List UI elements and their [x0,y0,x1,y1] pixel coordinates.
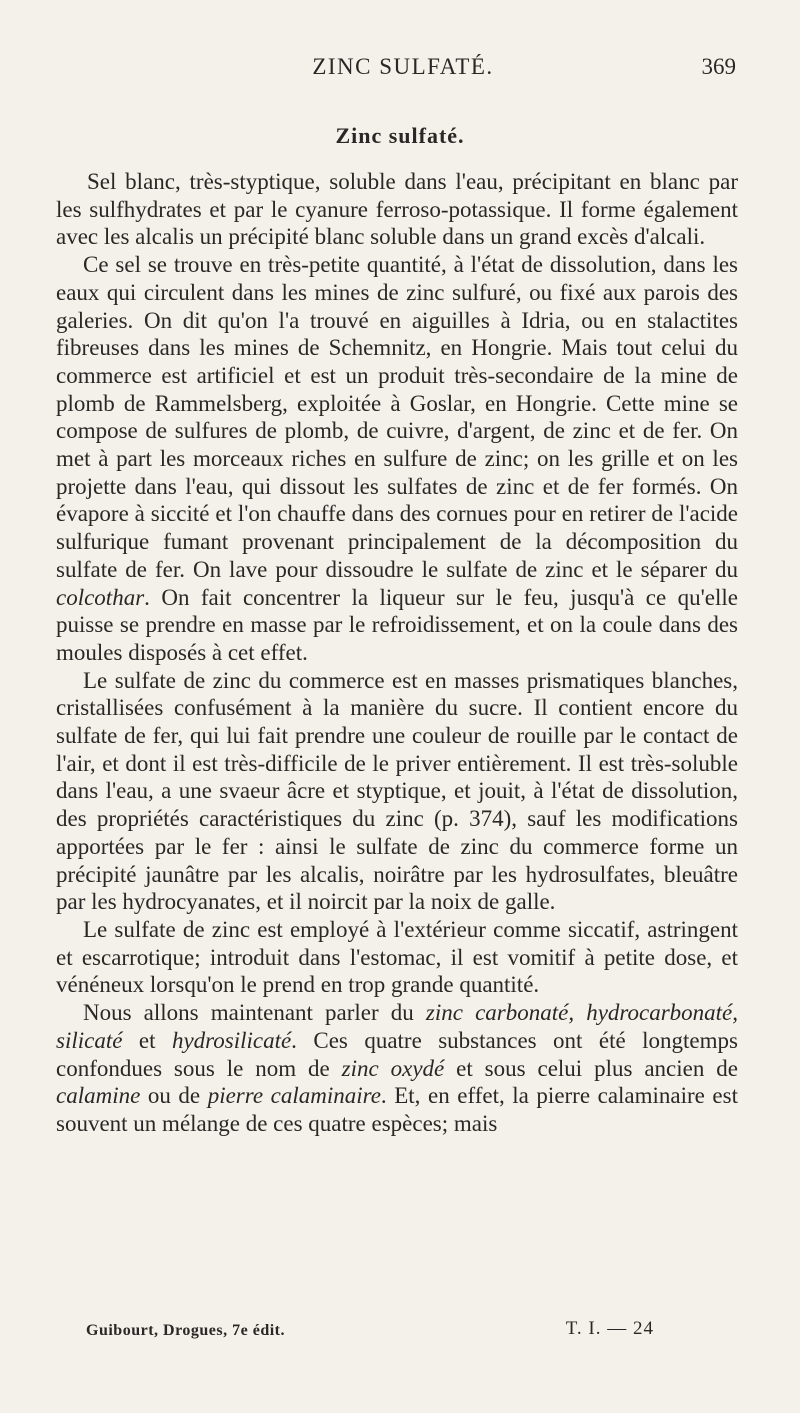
italic-term: colcothar [56,584,145,610]
text-run: Le sulfate de zinc est employé à l'extérieur comme siccatif, astringent et escarrotique; introduit dans l'estomac, il est vomitif à petite dose, et vénéneux lorsqu'on le prend en trop grande quantité. [56,916,738,998]
text-run: . Et, en effet, la pierre calaminaire est souvent un mélange de ces quatre espèces; mais [56,1083,738,1136]
page-footer [56,1318,654,1348]
text-run: Nous allons maintenant parler du [83,1000,426,1026]
text-run: Sel blanc, très-styptique, soluble dans l'eau, précipitant en blanc par les sulfhydrates et par le cyanure ferroso-potassique. Il forme également avec les alcalis un précipité blanc soluble dans un grand excès d'alcali. [56,169,738,250]
page-number: 369 [701,54,736,79]
text-run: . On fait concentrer la liqueur sur le feu, jusqu'à ce qu'elle puisse se prendre en masse par le refroidissement, et on la coule dans des moules disposés à cet effet. [56,584,738,665]
paragraph [56,916,738,999]
footer-volume-sheet: T. I. — 24 [565,1318,654,1339]
body-text [56,168,738,1138]
text-run: et [122,1027,172,1053]
running-title: ZINC SULFATÉ. [312,54,494,79]
italic-term: hydrosilicaté [171,1027,292,1053]
page-header [70,54,736,94]
text-run: ou de [140,1083,208,1109]
italic-term: zinc carbonaté, hydrocarbonaté, silicaté [56,1000,739,1053]
text-run: et sous celui plus ancien de [444,1055,738,1081]
paragraph [56,667,738,916]
text-run: . Ces quatre substances ont été longtemps confondues sous le nom de [56,1027,738,1081]
paragraph [56,999,738,1138]
section-title: Zinc sulfaté. [335,123,465,148]
italic-term: zinc oxydé [341,1055,445,1081]
paragraph [56,251,738,667]
italic-term: pierre calaminaire [207,1083,381,1109]
footer-signature: Guibourt, Drogues, 7e édit. [86,1322,285,1339]
text-run: Le sulfate de zinc du commerce est en masses prismatiques blanches, cristallisées confusément à la manière du sucre. Il contient encore du sulfate de fer, qui lui fait prendre une couleur de rouille par le contact de l'air, et dont il est très-difficile de le priver entièrement. Il est très-soluble dans l'eau, a une svaeur âcre et styptique, et jouit, à l'état de dissolution, des propriétés caractéristiques du zinc (p. 374), sauf les modifications apportées par le fer : ainsi le sulfate de zinc du commerce forme un précipité jaunâtre par les alcalis, noirâtre par les hydrosulfates, bleuâtre par les hydrocyanates, et il noircit par la noix de galle. [56,667,738,915]
text-run: Ce sel se trouve en très-petite quantité, à l'état de dissolution, dans les eaux qui circulent dans les mines de zinc sulfuré, ou fixé aux parois des galeries. On dit qu'on l'a trouvé en aiguilles à Idria, ou en stalactites fibreuses dans les mines de Schemnitz, en Hongrie. Mais tout celui du commerce est artificiel et est un produit très-secondaire de la mine de plomb de Rammelsberg, exploitée à Goslar, en Hongrie. Cette mine se compose de sulfures de plomb, de cuivre, d'argent, de zinc et de fer. On met à part les morceaux riches en sulfure de zinc; on les grille et on les projette dans l'eau, qui dissout les sulfates de zinc et de fer formés. On évapore à siccité et l'on chauffe dans des cornues pour en retirer de l'acide sulfurique fumant provenant principalement de la décomposition du sulfate de fer. On lave pour dissoudre le sulfate de zinc et le séparer du [56,252,738,582]
italic-term: calamine [56,1083,141,1109]
paragraph [56,168,738,251]
